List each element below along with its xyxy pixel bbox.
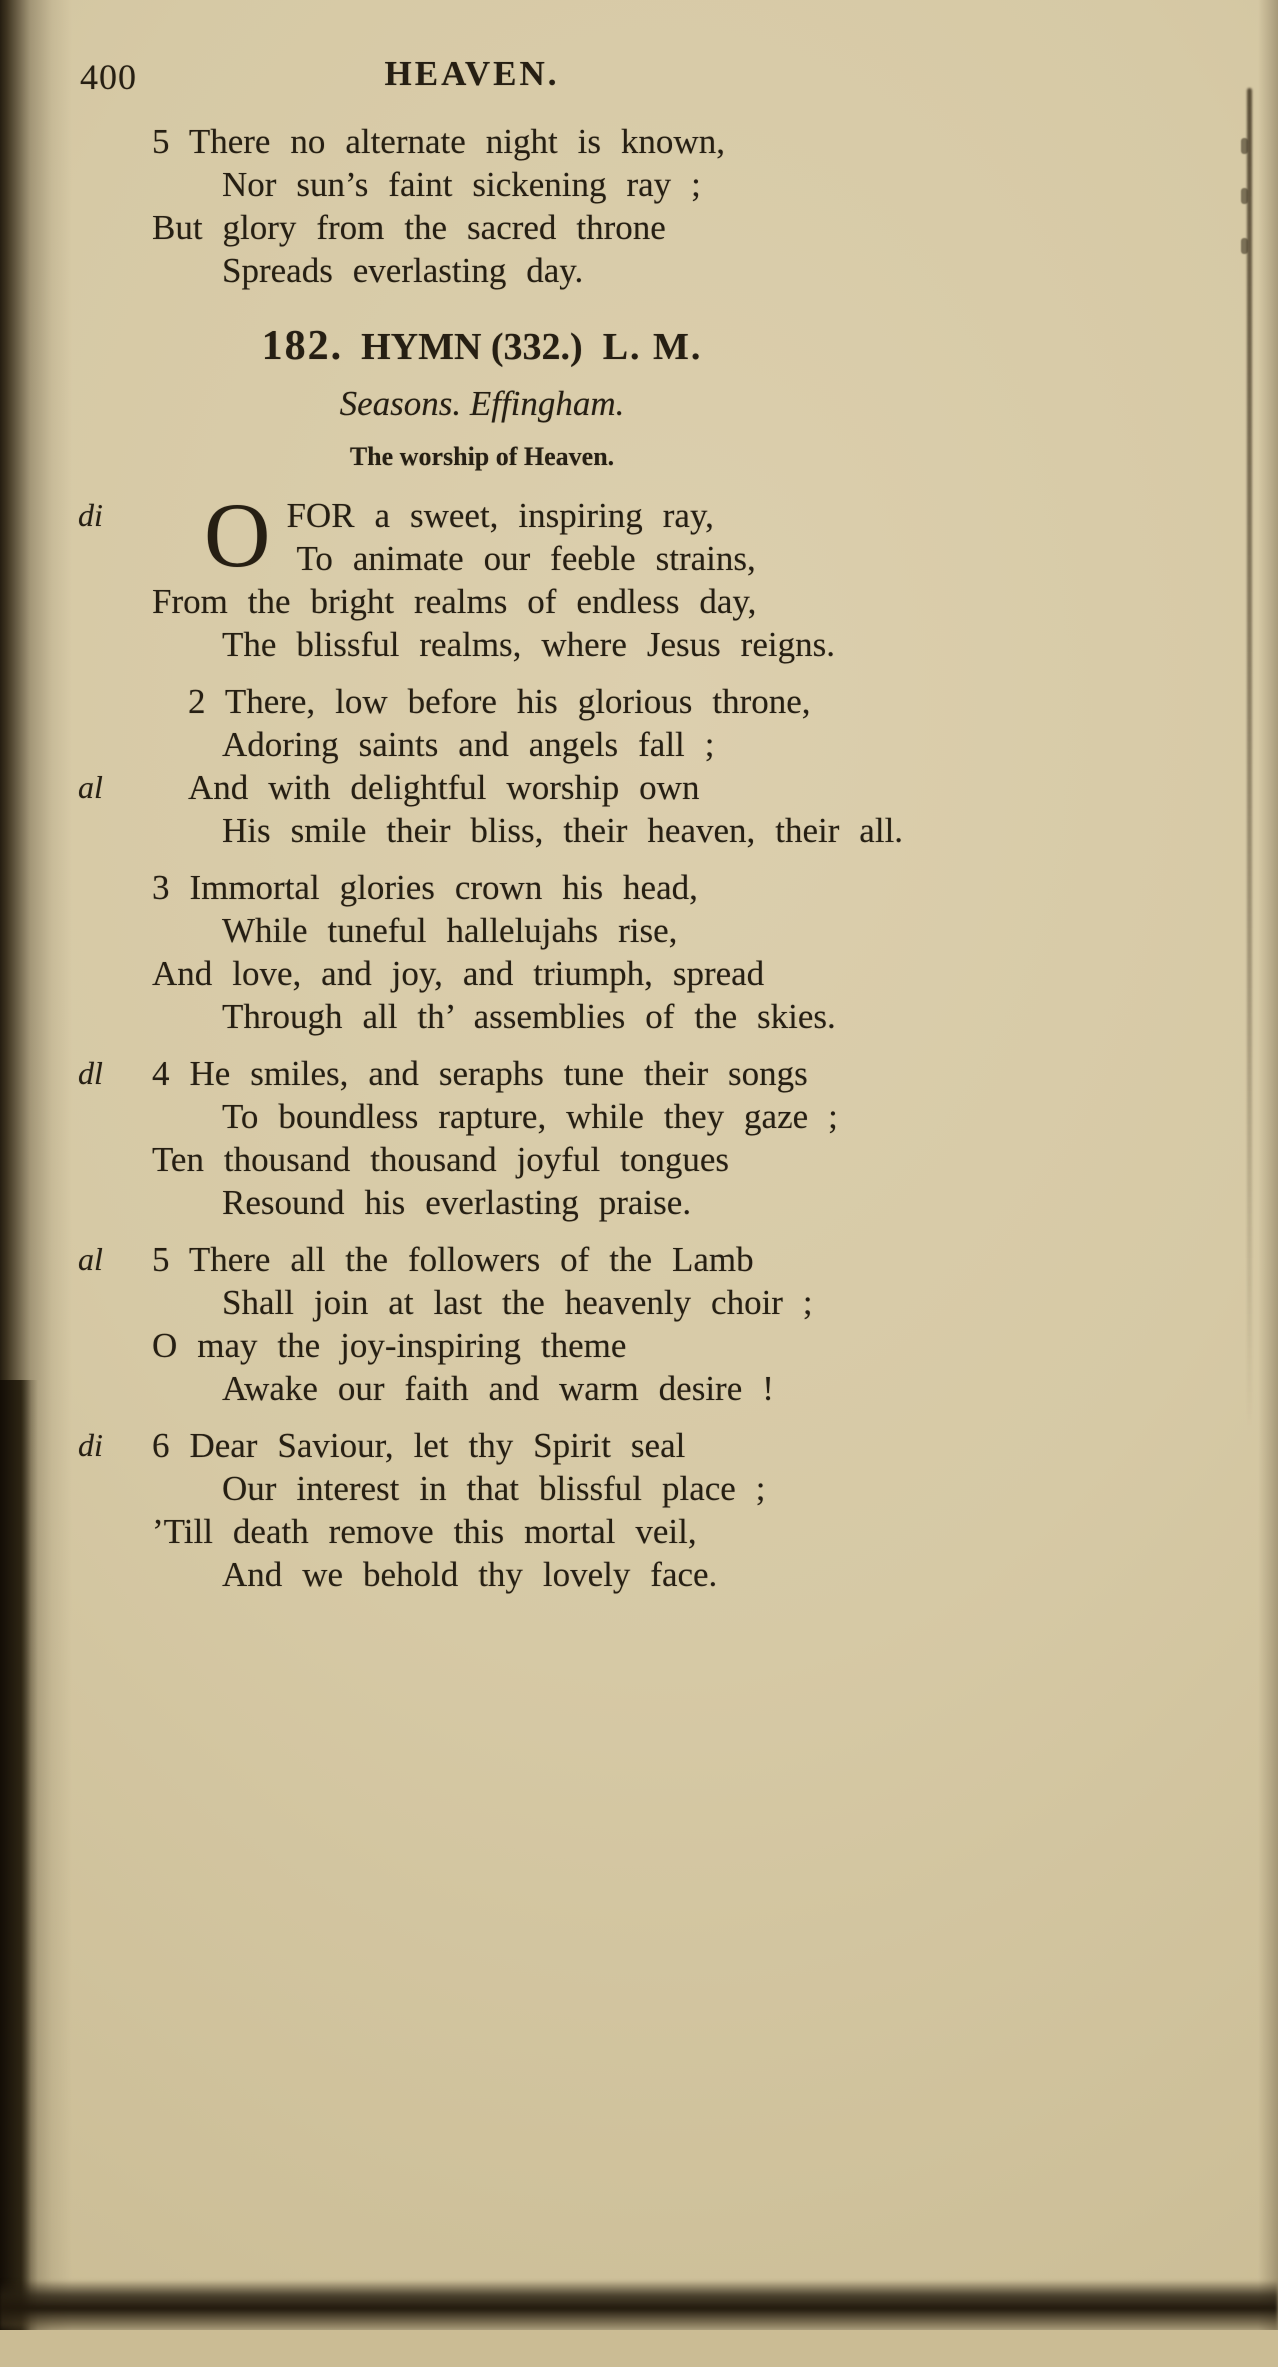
tune-names: Seasons. Effingham. <box>339 384 625 423</box>
verse-line: Spreads everlasting day. <box>222 251 584 290</box>
page-edge-line <box>1247 88 1252 1428</box>
hymn-verse <box>78 680 1162 852</box>
verse-line: 4 He smiles, and seraphs tune their songs <box>152 1054 808 1093</box>
verse-line: The blissful realms, where Jesus reigns. <box>222 625 835 664</box>
margin-annotation: di <box>78 497 103 533</box>
verse-line: Nor sun’s faint sickening ray ; <box>222 165 701 204</box>
margin-annotation: al <box>78 769 103 805</box>
verse-line: His smile their bliss, their heaven, their all. <box>222 811 904 850</box>
hymn-verse <box>78 1238 1162 1410</box>
verse-line: Awake our faith and warm desire ! <box>222 1369 774 1408</box>
verse-line: FOR a sweet, inspiring ray, <box>286 496 714 535</box>
verse-line: But glory from the sacred throne <box>152 208 666 247</box>
verse-line: 5 There all the followers of the Lamb <box>152 1240 754 1279</box>
margin-annotation: al <box>78 1241 103 1277</box>
drop-cap: O <box>204 484 271 586</box>
verse-line: Through all th’ assemblies of the skies. <box>222 997 836 1036</box>
page-under-edge <box>0 2330 1278 2367</box>
gutter-shadow-lower <box>0 1380 38 2367</box>
verse-line: 2 There, low before his glorious throne, <box>188 682 811 721</box>
scan-artifact <box>1241 138 1248 154</box>
verse-line: While tuneful hallelujahs rise, <box>222 911 678 950</box>
hymn-number: 182. <box>261 323 344 369</box>
hymn-verse <box>78 1424 1162 1596</box>
verse-line: Shall join at last the heavenly choir ; <box>222 1283 813 1322</box>
verse-line: And we behold thy lovely face. <box>222 1555 718 1594</box>
dropcap-lines <box>286 494 755 580</box>
hymn-heading <box>152 322 812 370</box>
scan-artifact <box>1241 238 1248 254</box>
verse-line: Adoring saints and angels fall ; <box>222 725 715 764</box>
hymn-meter: L. M. <box>602 326 703 368</box>
verse-line: 6 Dear Saviour, let thy Spirit seal <box>152 1426 686 1465</box>
verse-line: 3 Immortal glories crown his head, <box>152 868 698 907</box>
verse-line: ’Till death remove this mortal veil, <box>152 1512 697 1551</box>
page-number: 400 <box>80 57 137 97</box>
verse-line: Ten thousand thousand joyful tongues <box>152 1140 730 1179</box>
verse-line: And love, and joy, and triumph, spread <box>152 954 765 993</box>
verse-line: Our interest in that blissful place ; <box>222 1469 766 1508</box>
scan-artifact <box>1241 188 1248 204</box>
carryover-verse <box>152 120 1162 292</box>
hymn-title: HYMN (332.) <box>361 326 583 368</box>
margin-annotation: dl <box>78 1055 103 1091</box>
margin-annotation: di <box>78 1427 103 1463</box>
hymn-verse <box>78 1052 1162 1224</box>
scan-dark-band <box>0 2280 1278 2332</box>
page-header <box>80 54 1162 104</box>
page-content <box>78 54 1162 1610</box>
verse-line: To animate our feeble strains, <box>296 539 756 578</box>
right-edge-shade <box>1258 0 1278 2367</box>
dropcap-row <box>204 484 1162 586</box>
verse-line: From the bright realms of endless day, <box>152 582 757 621</box>
verse-line: And with delightful worship own <box>188 768 700 807</box>
verse-line: 5 There no alternate night is known, <box>152 122 725 161</box>
verse-line: Resound his everlasting praise. <box>222 1183 692 1222</box>
hymn-verse <box>78 484 1162 666</box>
verse-line: O may the joy-inspiring theme <box>152 1326 627 1365</box>
hymn-subject: The worship of Heaven. <box>349 442 615 471</box>
hymn-verse <box>152 866 1162 1038</box>
running-head: HEAVEN. <box>384 54 560 93</box>
verse-line: To boundless rapture, while they gaze ; <box>222 1097 838 1136</box>
